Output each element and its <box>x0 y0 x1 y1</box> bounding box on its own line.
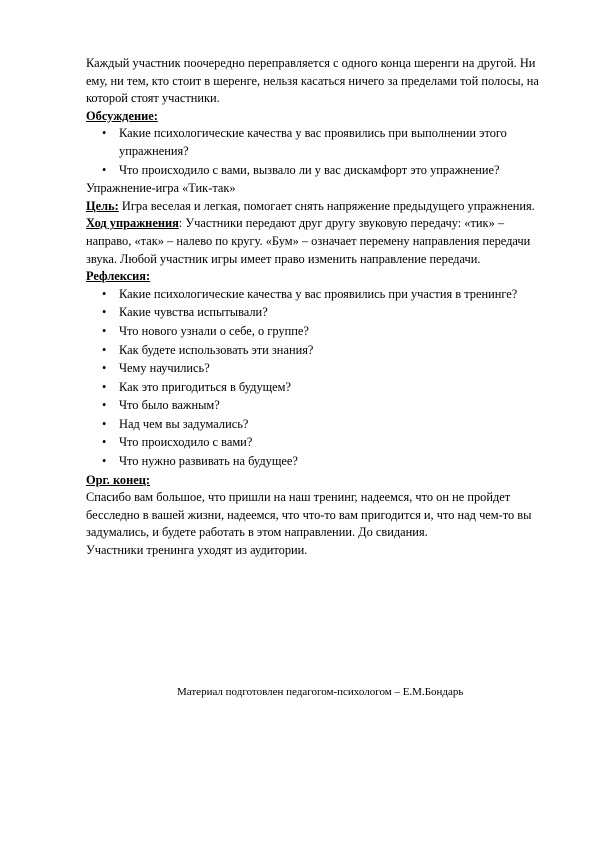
process-label: Ход упражнения <box>86 216 179 231</box>
intro-paragraph: Каждый участник поочередно переправляется с одного конца шеренги на другой. Ни ему, ни тем, кто стоит в шеренге, нельзя касаться ничего за пределами той полосы, на которой стоят участники. <box>86 56 539 106</box>
closing-text: Спасибо вам большое, что пришли на наш тренинг, надеемся, что он не пройдет бесследно в вашей жизни, надеемся, что что-то вам пригодится и, что над чем-то вы задумались, и будете работать в этом направлении. До свидания. <box>86 490 532 540</box>
goal-label: Цель: <box>86 198 119 213</box>
closing-heading: Орг. конец: <box>86 472 151 487</box>
list-item: • Над чем вы задумались? <box>86 416 546 434</box>
list-item: • Как это пригодиться в будущем? <box>86 379 546 397</box>
list-item: • Что было важным? <box>86 397 546 415</box>
exercise-process <box>86 215 546 268</box>
list-item: • Чему научились? <box>86 360 546 378</box>
list-item: • Что происходило с вами? <box>86 434 546 452</box>
process-text: : Участники передают друг другу звуковую передачу: «тик» – направо, «так» – налево по кругу. «Бум» – означает перемену направления передачи звука. Любой участник игры имеет право изменить направление передачи. <box>86 216 531 266</box>
discussion-list <box>86 125 546 179</box>
reflection-list <box>86 286 546 471</box>
list-item: • Что происходило с вами, вызвало ли у вас дискамфорт это упражнение? <box>86 162 546 180</box>
exercise-title: Упражнение-игра «Тик-так» <box>86 181 236 196</box>
discussion-heading: Обсуждение: <box>86 108 158 123</box>
closing-final: Участники тренинга уходят из аудитории. <box>86 543 308 558</box>
list-item: • Какие чувства испытывали? <box>86 304 546 322</box>
list-item: • Как будете использовать эти знания? <box>86 342 546 360</box>
list-item: • Что нового узнали о себе, о группе? <box>86 323 546 341</box>
exercise-goal <box>86 198 546 216</box>
reflection-heading: Рефлексия: <box>86 269 151 284</box>
list-item: • Какие психологические качества у вас проявились при участия в тренинге? <box>86 286 546 304</box>
goal-text: Игра веселая и легкая, помогает снять напряжение предыдущего упражнения. <box>118 198 535 213</box>
author-footer: Материал подготовлен педагогом-психологом – Е.М.Бондарь <box>177 686 464 698</box>
document-body <box>86 55 546 560</box>
list-item: • Что нужно развивать на будущее? <box>86 453 546 471</box>
list-item: • Какие психологические качества у вас проявились при выполнении этого упражнения? <box>86 125 546 160</box>
